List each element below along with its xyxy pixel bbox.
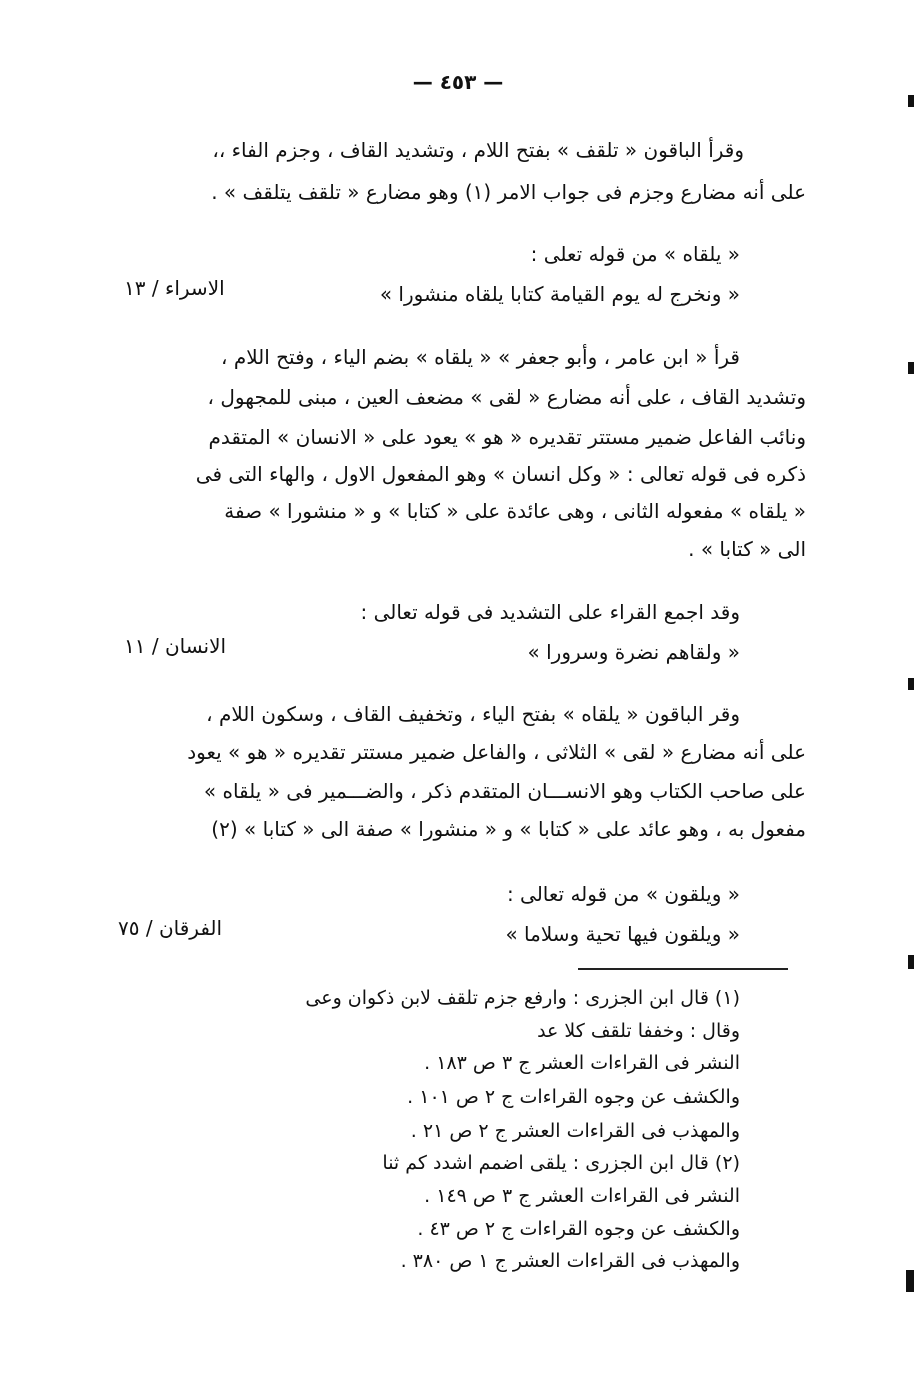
verse-intro: وقد اجمع القراء على التشديد فى قوله تعالى :	[360, 600, 740, 624]
text-line: وتشديد القاف ، على أنه مضارع « لقى » مضعف العين ، مبنى للمجهول ،	[207, 385, 806, 409]
page-number: — ٤٥٣ —	[412, 70, 504, 94]
text-line: على صاحب الكتاب وهو الانســـان المتقدم ذكر ، والضـــمير فى « يلقاه »	[203, 779, 806, 803]
footnote-line: النشر فى القراءات العشر ج ٣ ص ١٤٩ .	[424, 1185, 740, 1207]
scan-edge-mark	[908, 362, 914, 374]
footnote-line: والكشف عن وجوه القراءات ج ٢ ص ٤٣ .	[417, 1218, 740, 1240]
verse-text: « ويلقون فيها تحية وسلاما »	[505, 922, 740, 946]
text-line: الى « كتابا » .	[688, 537, 806, 561]
verse-reference: الاسراء / ١٣	[124, 276, 225, 300]
text-line: مفعول به ، وهو عائد على « كتابا » و « منشورا » صفة الى « كتابا » (٢)	[211, 817, 806, 841]
verse-reference: الفرقان / ٧٥	[118, 916, 223, 940]
verse-text: « ولقاهم نضرة وسرورا »	[527, 640, 740, 664]
verse-intro: « ويلقون » من قوله تعالى :	[506, 882, 740, 906]
footnote-line: وقال : وخففا تلقف كلا عد	[537, 1020, 740, 1042]
scan-edge-mark	[908, 955, 914, 969]
text-line: ذكره فى قوله تعالى : « وكل انسان » وهو المفعول الاول ، والهاء التى فى	[195, 462, 806, 486]
text-line: على أنه مضارع وجزم فى جواب الامر (١) وهو مضارع « تلقف يتلقف » .	[211, 180, 806, 204]
footnote-line: (٢) قال ابن الجزرى : يلقى اضمم اشدد كم ثنا	[382, 1152, 740, 1174]
verse-reference: الانسان / ١١	[124, 634, 227, 658]
footnote-line: (١) قال ابن الجزرى : وارفع جزم تلقف لابن ذكوان وعى	[305, 987, 740, 1009]
footnote-line: النشر فى القراءات العشر ج ٣ ص ١٨٣ .	[424, 1052, 740, 1074]
footnote-line: والمهذب فى القراءات العشر ج ٢ ص ٢١ .	[410, 1120, 740, 1142]
text-line: قرأ « ابن عامر ، وأبو جعفر » « يلقاه » بضم الياء ، وفتح اللام ،	[221, 345, 740, 369]
text-line: وقر الباقون « يلقاه » بفتح الياء ، وتخفيف القاف ، وسكون اللام ،	[206, 702, 740, 726]
text-line: ونائب الفاعل ضمير مستتر تقديره « هو » يعود على « الانسان » المتقدم	[208, 425, 806, 449]
verse-text: « ونخرج له يوم القيامة كتابا يلقاه منشورا »	[379, 282, 740, 306]
footnote-line: والكشف عن وجوه القراءات ج ٢ ص ١٠١ .	[407, 1086, 740, 1108]
scan-edge-mark	[906, 1270, 914, 1292]
text-line: وقرأ الباقون « تلقف » بفتح اللام ، وتشديد القاف ، وجزم الفاء ،،	[212, 138, 744, 162]
scan-edge-mark	[908, 95, 914, 107]
text-line: على أنه مضارع « لقى » الثلاثى ، والفاعل ضمير مستتر تقديره « هو » يعود	[187, 740, 806, 764]
verse-intro: « يلقاه » من قوله تعلى :	[530, 242, 740, 266]
footnote-line: والمهذب فى القراءات العشر ج ١ ص ٣٨٠ .	[400, 1250, 740, 1272]
scan-edge-mark	[908, 678, 914, 690]
text-line: « يلقاه » مفعوله الثانى ، وهى عائدة على « كتابا » و « منشورا » صفة	[224, 499, 806, 523]
footnote-separator	[578, 968, 788, 970]
